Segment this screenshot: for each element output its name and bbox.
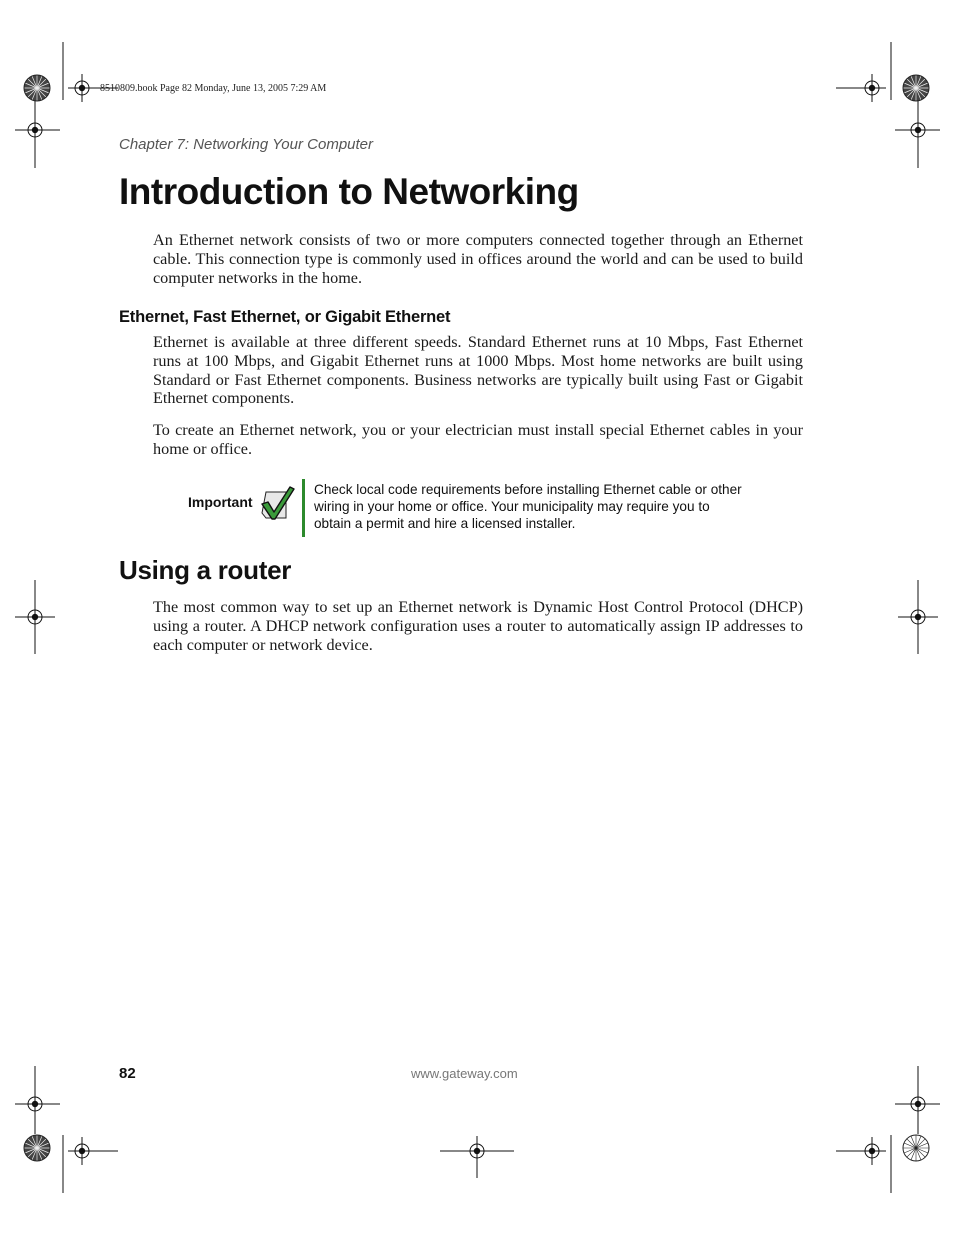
ethernet-speeds-paragraph: Ethernet is available at three different speeds. Standard Ethernet runs at 10 Mbps, Fast Ethernet runs at 100 Mbps, and Gigabit Ethernet runs at 1000 Mbps. Most home networks are built using Standard or Fast Ethernet components. Business networks are typically built using Fast or Gigabit Ethernet components. (153, 333, 803, 408)
note-accent-rule (302, 479, 305, 537)
router-paragraph: The most common way to set up an Ethernet network is Dynamic Host Control Protocol (DHCP) using a router. A DHCP network configuration uses a router to automatically assign IP addresses to each computer or network device. (153, 598, 803, 654)
subsection-heading: Ethernet, Fast Ethernet, or Gigabit Ethernet (119, 308, 451, 326)
page-number: 82 (119, 1065, 136, 1082)
intro-paragraph: An Ethernet network consists of two or more computers connected together through an Ethernet cable. This connection type is commonly used in offices around the world and can be used to build computer networks in the home. (153, 231, 803, 287)
page-title: Introduction to Networking (119, 171, 579, 212)
footer-url: www.gateway.com (411, 1066, 518, 1081)
running-head: Chapter 7: Networking Your Computer (119, 136, 374, 153)
important-note-text: Check local code requirements before installing Ethernet cable or other wiring in your home or office. Your municipality may require you to obtain a permit and hire a licensed installer. (314, 482, 742, 531)
section-heading-router: Using a router (119, 555, 292, 585)
important-label: Important (188, 494, 253, 510)
ethernet-cables-paragraph: To create an Ethernet network, you or your electrician must install special Ethernet cables in your home or office. (153, 421, 803, 458)
checkmark-icon (259, 484, 295, 522)
print-info-slug: 8510809.book Page 82 Monday, June 13, 2005 7:29 AM (100, 83, 327, 94)
